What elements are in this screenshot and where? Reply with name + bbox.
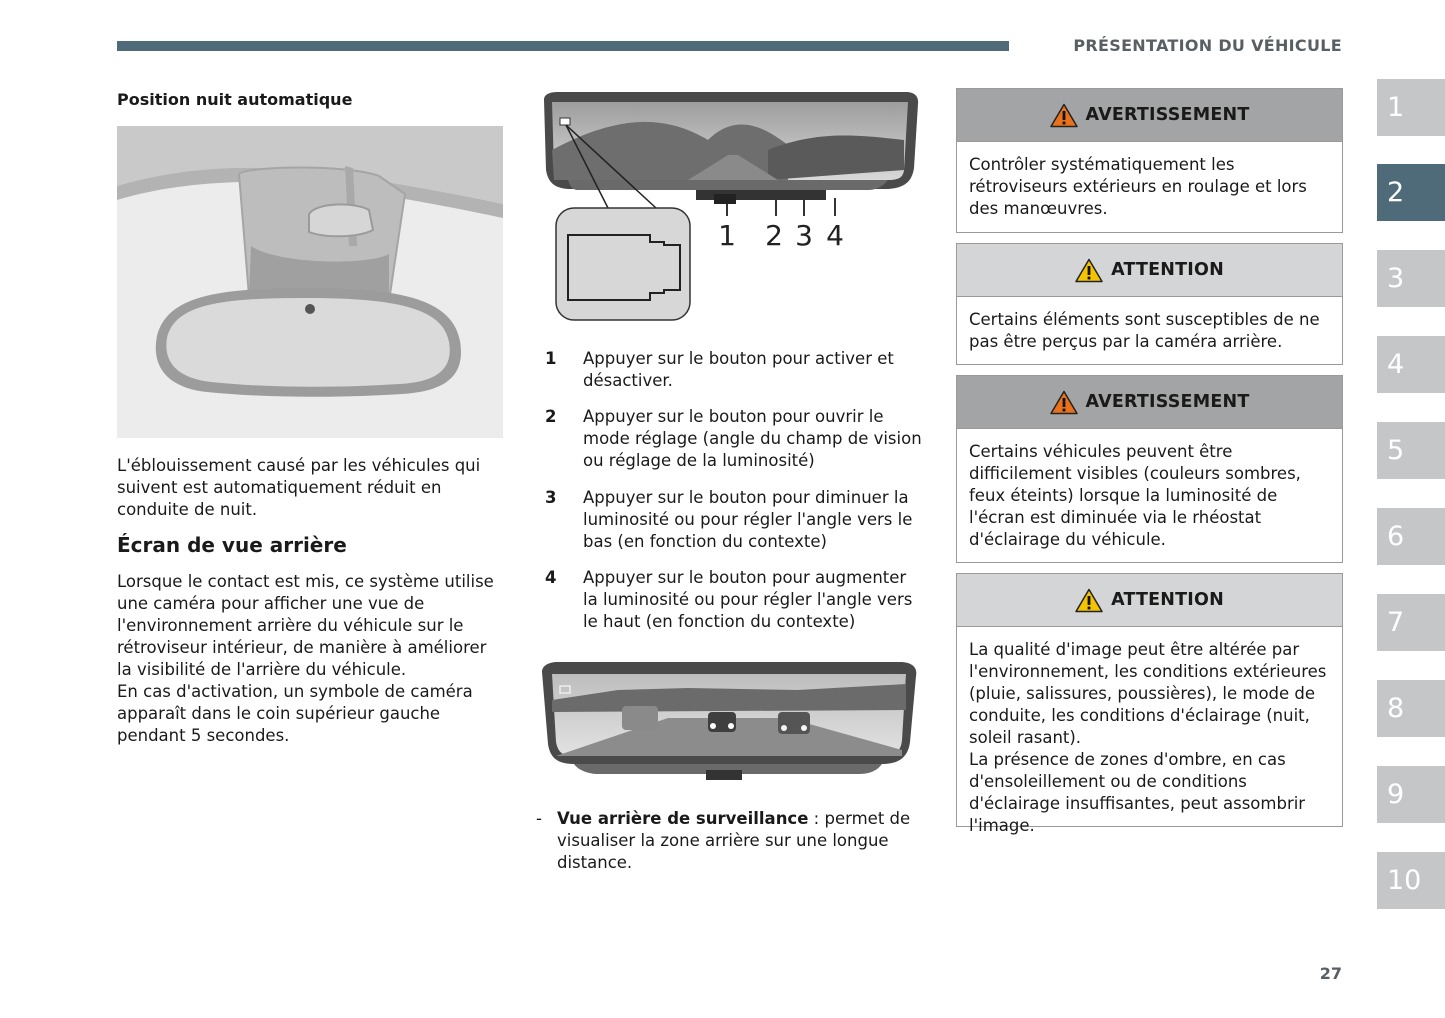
warning-body-para-1: La qualité d'image peut être altérée par l'environnement, les conditions extérieures (pluie, salissures, poussières), le mode de conduite, les conditions d'éclairage (nuit, soleil rasant). (969, 640, 1327, 747)
chapter-tab-4[interactable]: 4 (1377, 336, 1445, 393)
warning-title: ATTENTION (1111, 590, 1224, 610)
section-title: PRÉSENTATION DU VÉHICULE (1073, 36, 1342, 55)
paragraph-rear-view-2: En cas d'activation, un symbole de caméra apparaît dans le coin supérieur gauche pendant 5 secondes. (117, 682, 473, 745)
heading-night-position: Position nuit automatique (117, 90, 353, 109)
callout-label-2: 2 (765, 219, 783, 252)
surveillance-text: : permet de visualiser la zone arrière sur une longue distance. (557, 809, 911, 872)
warning-box-avertissement-2 (956, 375, 1343, 563)
paragraph-night-position: L'éblouissement causé par les véhicules qui suivent est automatiquement réduit en conduite de nuit. (117, 456, 481, 519)
list-number: 4 (545, 568, 557, 587)
chapter-tab-7[interactable]: 7 (1377, 594, 1445, 651)
surveillance-description (557, 808, 912, 874)
list-text: Appuyer sur le bouton pour activer et désactiver. (583, 349, 894, 390)
callout-label-4: 4 (826, 219, 844, 252)
chapter-tab-8[interactable]: 8 (1377, 680, 1445, 737)
bullet-dash: - (536, 809, 542, 828)
chapter-tab-3[interactable]: 3 (1377, 250, 1445, 307)
caution-box-attention-2 (956, 573, 1343, 835)
warning-title: AVERTISSEMENT (1085, 105, 1250, 125)
header-rule (117, 41, 1009, 51)
warning-body: Certains véhicules peuvent être difficilement visibles (couleurs sombres, feux éteints) lorsque la luminosité de l'écran est diminuée via le rhéostat d'éclairage du véhicule. (969, 442, 1301, 549)
chapter-tab-1[interactable]: 1 (1377, 79, 1445, 136)
caution-box-attention-1 (956, 243, 1343, 365)
callout-label-3: 3 (795, 219, 813, 252)
warning-body (957, 627, 1342, 847)
list-number: 1 (545, 349, 557, 368)
warning-body: Contrôler systématiquement les rétroviseurs extérieurs en roulage et lors des manœuvres. (969, 155, 1307, 218)
warning-header (957, 89, 1342, 142)
caution-triangle-icon (1075, 258, 1103, 283)
list-text: Appuyer sur le bouton pour diminuer la luminosité ou pour régler l'angle vers le bas (en fonction du contexte) (583, 488, 913, 551)
surveillance-term: Vue arrière de surveillance (557, 809, 809, 828)
chapter-tab-2[interactable]: 2 (1377, 164, 1445, 221)
warning-triangle-icon (1050, 103, 1078, 128)
caution-triangle-icon (1075, 588, 1103, 613)
list-number: 3 (545, 488, 557, 507)
chapter-tab-6[interactable]: 6 (1377, 508, 1445, 565)
warning-header (957, 376, 1342, 429)
warning-header (957, 574, 1342, 627)
warning-title: AVERTISSEMENT (1085, 392, 1250, 412)
warning-body: Certains éléments sont susceptibles de ne pas être perçus par la caméra arrière. (969, 310, 1320, 351)
paragraph-rear-view-1: Lorsque le contact est mis, ce système utilise une caméra pour afficher une vue de l'environnement arrière du véhicule sur le rétroviseur intérieur, de manière à améliorer la visibilité de l'arrière du véhicule. (117, 572, 494, 679)
warning-header (957, 244, 1342, 297)
warning-title: ATTENTION (1111, 260, 1224, 280)
list-text: Appuyer sur le bouton pour ouvrir le mode réglage (angle du champ de vision ou réglage de la luminosité) (583, 407, 922, 470)
list-number: 2 (545, 407, 557, 426)
list-text: Appuyer sur le bouton pour augmenter la luminosité ou pour régler l'angle vers le haut (en fonction du contexte) (583, 568, 913, 631)
chapter-tab-9[interactable]: 9 (1377, 766, 1445, 823)
mirror-night-illustration (117, 126, 503, 438)
rear-view-mirror-road-photo (538, 660, 920, 785)
heading-rear-view-screen: Écran de vue arrière (117, 533, 347, 557)
callout-label-1: 1 (718, 219, 736, 252)
chapter-tab-10[interactable]: 10 (1377, 852, 1445, 909)
page-number: 27 (1319, 964, 1342, 983)
rear-view-mirror-buttons-diagram (538, 90, 923, 325)
warning-body-para-2: La présence de zones d'ombre, en cas d'ensoleillement ou de conditions d'éclairage insuffisantes, peut assombrir l'image. (969, 750, 1306, 835)
warning-box-avertissement-1 (956, 88, 1343, 233)
chapter-tab-5[interactable]: 5 (1377, 422, 1445, 479)
warning-triangle-icon (1050, 390, 1078, 415)
